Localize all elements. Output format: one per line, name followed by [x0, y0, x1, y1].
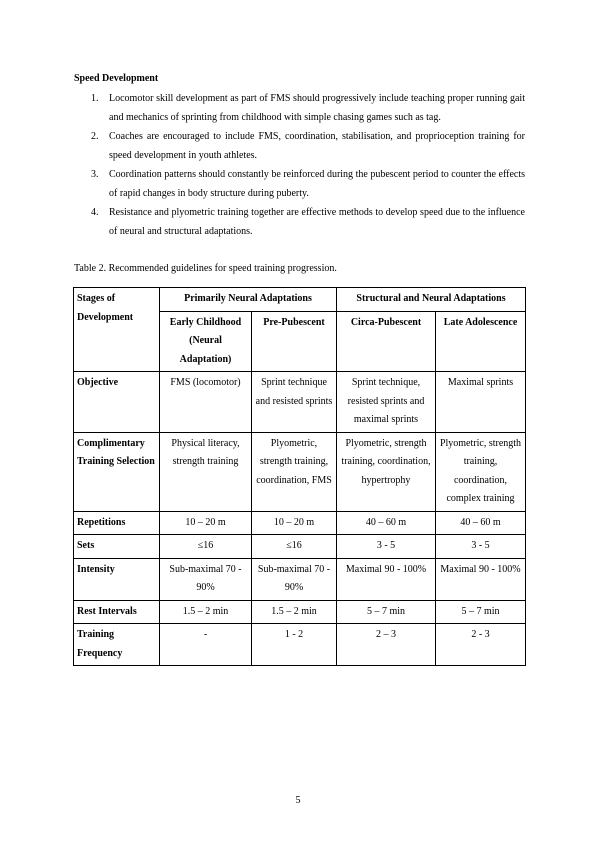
table-cell: 1.5 – 2 min	[252, 600, 337, 624]
row-label: Rest Intervals	[74, 600, 160, 624]
table-cell: 3 - 5	[337, 535, 436, 559]
list-item-text: Coordination patterns should constantly be reinforced during the pubescent period to counter the effects of rapid changes in body structure during puberty.	[109, 169, 525, 199]
table-cell: 10 – 20 m	[160, 511, 252, 535]
table-header-row	[74, 288, 526, 312]
table-cell: ≤16	[160, 535, 252, 559]
speed-guidelines-list	[74, 89, 525, 241]
row-label: Repetitions	[74, 511, 160, 535]
table-cell: Physical literacy, strength training	[160, 432, 252, 511]
table-cell: Sprint technique and resisted sprints	[252, 372, 337, 433]
row-label: Objective	[74, 372, 160, 433]
table-row	[74, 432, 526, 511]
table-cell: 2 – 3	[337, 624, 436, 666]
table-cell: Sub-maximal 70 - 90%	[252, 558, 337, 600]
table-cell: 40 – 60 m	[436, 511, 526, 535]
table-cell: ≤16	[252, 535, 337, 559]
list-number: 3.	[91, 169, 99, 180]
table-cell: Maximal sprints	[436, 372, 526, 433]
table-cell: Plyometric, strength training, coordination, complex training	[436, 432, 526, 511]
table-caption: Table 2. Recommended guidelines for speed training progression.	[74, 263, 337, 274]
list-item	[74, 89, 525, 127]
table-row	[74, 600, 526, 624]
table-cell: Sprint technique, resisted sprints and maximal sprints	[337, 372, 436, 433]
speed-training-table	[73, 287, 526, 666]
list-item-text: Locomotor skill development as part of FMS should progressively include teaching proper running gait and mechanics of sprinting from childhood with simple chasing games such as tag.	[109, 93, 525, 123]
table-cell: 2 - 3	[436, 624, 526, 666]
table-cell: 5 – 7 min	[337, 600, 436, 624]
row-label: Intensity	[74, 558, 160, 600]
table-cell: Plyometric, strength training, coordination, hypertrophy	[337, 432, 436, 511]
list-item	[74, 127, 525, 165]
row-label: Sets	[74, 535, 160, 559]
list-item-text: Coaches are encouraged to include FMS, coordination, stabilisation, and proprioception training for speed development in youth athletes.	[109, 131, 525, 161]
table-cell: Sub-maximal 70 - 90%	[160, 558, 252, 600]
table-cell: 3 - 5	[436, 535, 526, 559]
table-cell: 40 – 60 m	[337, 511, 436, 535]
table-cell: 1 - 2	[252, 624, 337, 666]
group-header-structural: Structural and Neural Adaptations	[337, 288, 526, 312]
list-item	[74, 165, 525, 203]
column-header: Early Childhood (Neural Adaptation)	[160, 311, 252, 372]
list-item	[74, 203, 525, 241]
table-cell: -	[160, 624, 252, 666]
table-cell: 5 – 7 min	[436, 600, 526, 624]
list-number: 1.	[91, 93, 99, 104]
column-header: Late Adolescence	[436, 311, 526, 372]
row-label: Complimentary Training Selection	[74, 432, 160, 511]
page-number: 5	[295, 795, 301, 806]
column-header: Circa-Pubescent	[337, 311, 436, 372]
table-row	[74, 372, 526, 433]
table-row	[74, 511, 526, 535]
table-cell: Plyometric, strength training, coordination, FMS	[252, 432, 337, 511]
row-label: Training Frequency	[74, 624, 160, 666]
table-cell: Maximal 90 - 100%	[337, 558, 436, 600]
section-heading: Speed Development	[74, 73, 159, 84]
table-cell: FMS (locomotor)	[160, 372, 252, 433]
table-cell: 1.5 – 2 min	[160, 600, 252, 624]
list-item-text: Resistance and plyometric training together are effective methods to develop speed due to the influence of neural and structural adaptations.	[109, 207, 525, 237]
table-row	[74, 535, 526, 559]
list-number: 2.	[91, 131, 99, 142]
column-header: Pre-Pubescent	[252, 311, 337, 372]
table-row	[74, 624, 526, 666]
stub-header: Stages of Development	[74, 288, 160, 372]
table-cell: Maximal 90 - 100%	[436, 558, 526, 600]
group-header-neural: Primarily Neural Adaptations	[160, 288, 337, 312]
list-number: 4.	[91, 207, 99, 218]
table-cell: 10 – 20 m	[252, 511, 337, 535]
table-row	[74, 558, 526, 600]
